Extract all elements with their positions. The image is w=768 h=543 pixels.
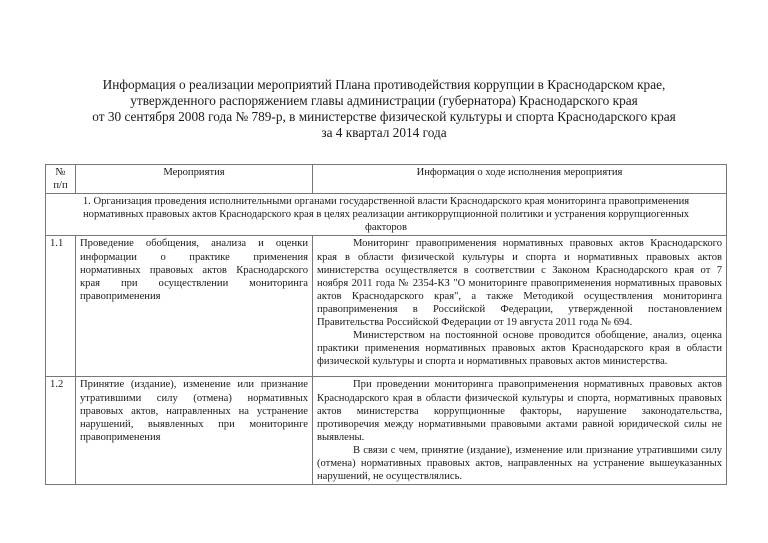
info-paragraph: Министерством на постоянной основе проводится обобщение, анализ, оценка практики применения нормативных правовых актов Краснодарского края в области физической культуры и спорта и нормативных правовых актов министерства.	[317, 330, 722, 368]
row-activity: Проведение обобщения, анализа и оценки информации о практике применения нормативных правовых актов Краснодарского края при осуществлении мониторинга правоприменения	[76, 236, 313, 377]
title-line: Информация о реализации мероприятий Плана противодействия коррупции в Краснодарском крае,	[102, 77, 666, 92]
info-paragraph: В связи с чем, принятие (издание), изменение или признание утратившими силу (отмена) нормативных правовых актов, направленных на устранение вышеуказанных нарушений, не осуществлялись.	[317, 444, 722, 483]
table-row	[46, 377, 727, 485]
info-paragraph: При проведении мониторинга правоприменения нормативных правовых актов Краснодарского края в области физической культуры и спорта, нормативных правовых актов министерства коррупционные факторы, нарушение законодательства, противоречия между нормативными правовыми актами равной юридической силы не выявлены.	[317, 379, 722, 443]
section-row	[46, 194, 727, 236]
table-row	[46, 236, 727, 377]
document-title	[0, 77, 768, 141]
row-info	[313, 377, 727, 485]
header-activity: Мероприятия	[76, 165, 313, 194]
title-line: утвержденного распоряжением главы администрации (губернатора) Краснодарского края	[130, 93, 638, 108]
table-header-row	[46, 165, 727, 194]
info-paragraph: Мониторинг правоприменения нормативных правовых актов Краснодарского края в области физической культуры и спорта и нормативных правовых актов министерства осуществляется в соответствии с Законом Краснодарского края от 7 ноября 2011 года № 2354-КЗ "О мониторинге правоприменения нормативных правовых актов Краснодарского края", а также Методикой осуществления мониторинга правоприменения в Российской Федерации, утвержденной постановлением Правительства Российской Федерации от 19 августа 2011 года № 694.	[317, 238, 722, 329]
row-activity: Принятие (издание), изменение или признание утратившими силу (отмена) нормативных правовых актов, направленных на устранение нарушений, выявленных при мониторинге правоприменения	[76, 377, 313, 485]
activities-table	[45, 164, 727, 485]
title-line: от 30 сентября 2008 года № 789-р, в министерстве физической культуры и спорта Краснодарского края	[92, 109, 676, 124]
header-info: Информация о ходе исполнения мероприятия	[313, 165, 727, 194]
header-number: № п/п	[46, 165, 76, 194]
section-title: 1. Организация проведения исполнительными органами государственной власти Краснодарского края мониторинга правоприменения нормативных правовых актов Краснодарского края в целях реализации антикоррупционной политики и устранения коррупциогенных факторов	[46, 194, 727, 236]
row-number: 1.1	[46, 236, 76, 377]
row-number: 1.2	[46, 377, 76, 485]
row-info	[313, 236, 727, 377]
title-line: за 4 квартал 2014 года	[321, 125, 447, 140]
